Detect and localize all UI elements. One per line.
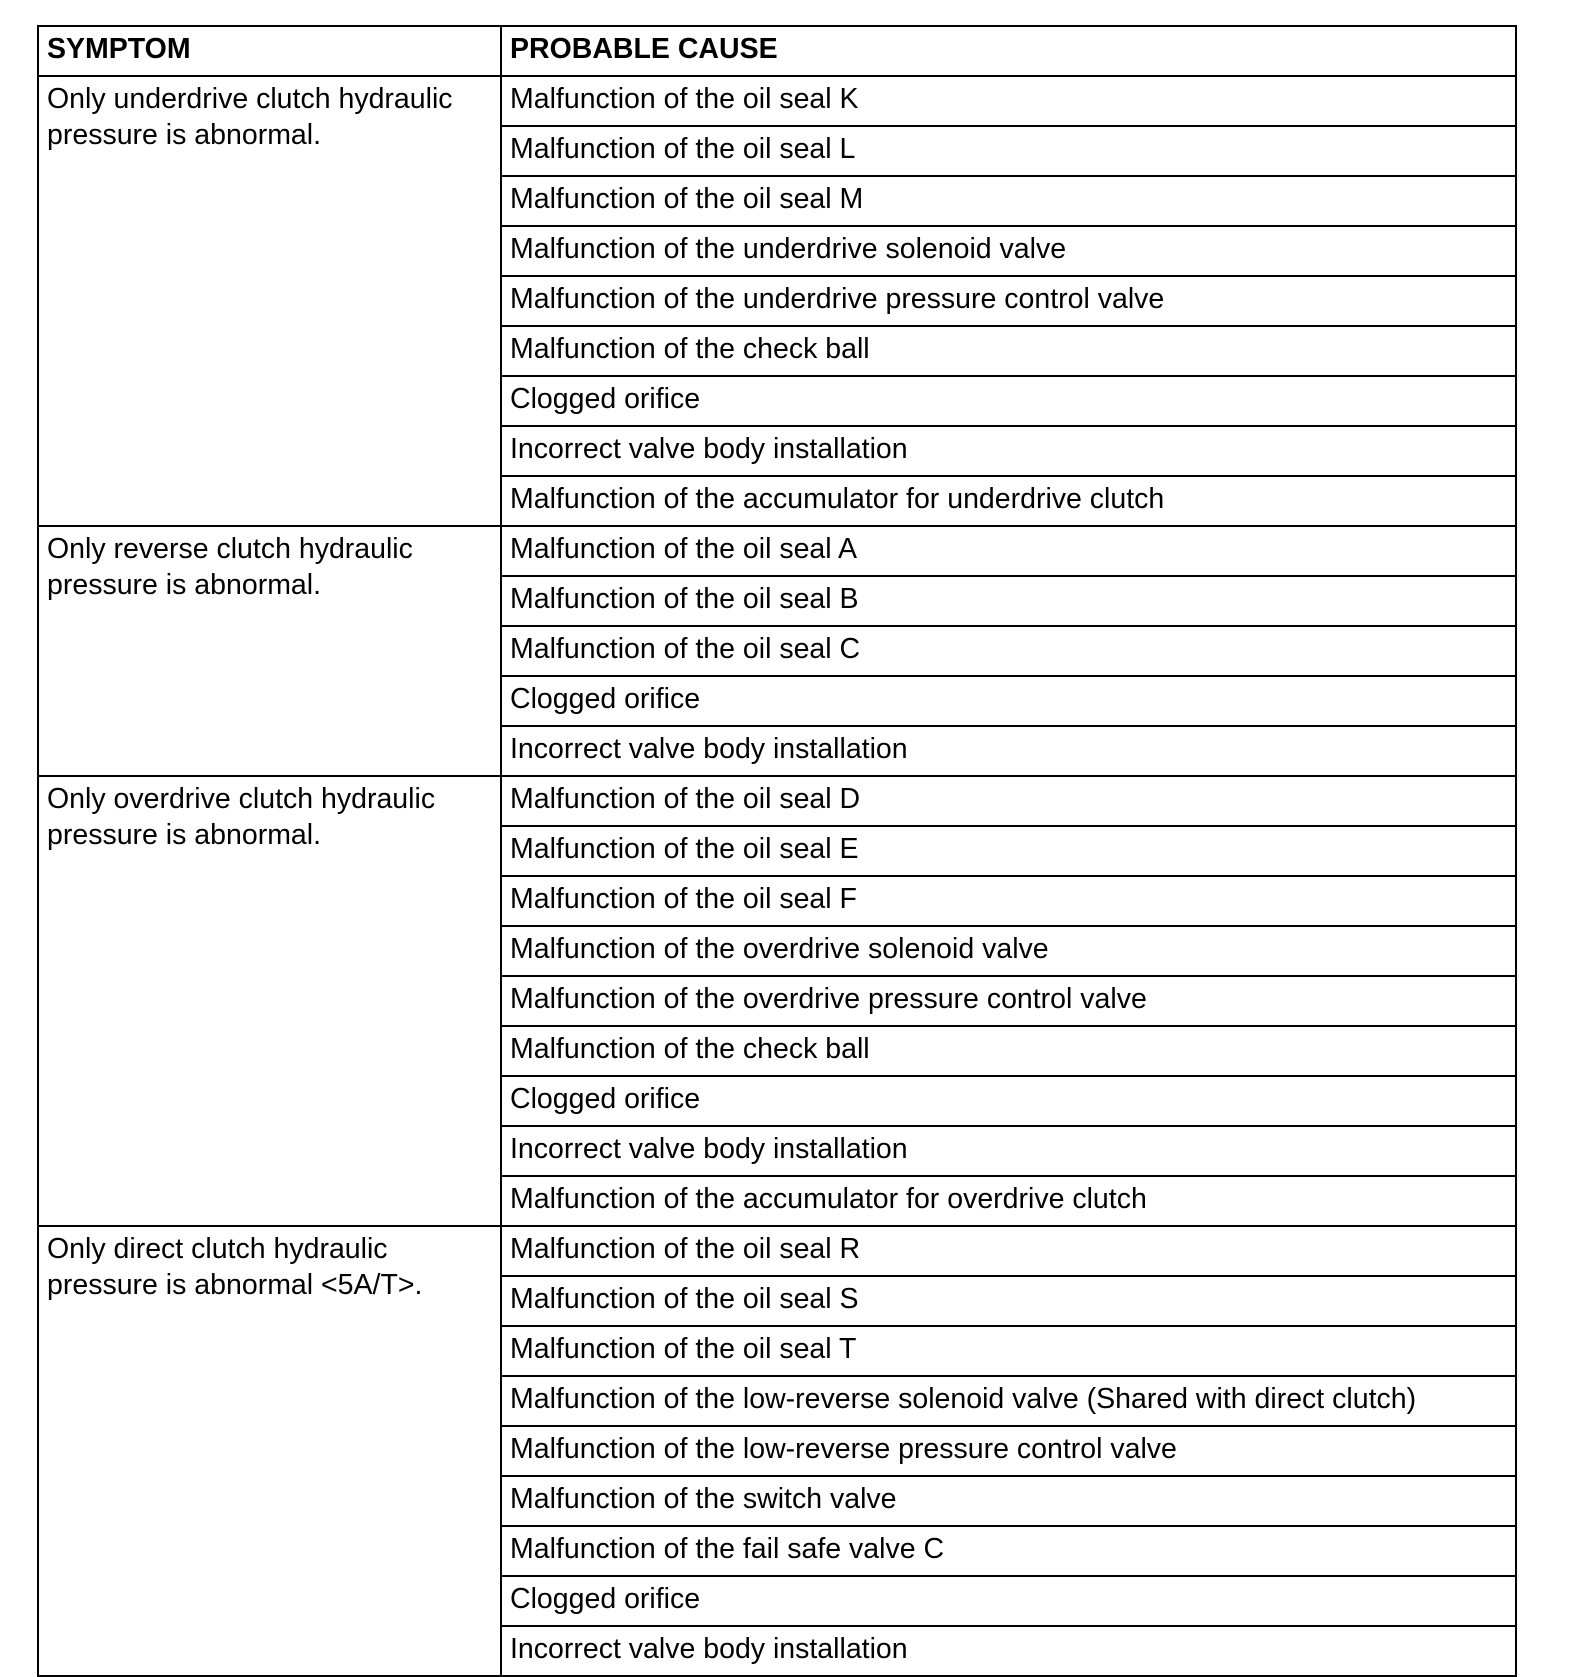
probable-cause-cell: Incorrect valve body installation	[501, 1126, 1516, 1176]
probable-cause-cell: Malfunction of the fail safe valve C	[501, 1526, 1516, 1576]
probable-cause-cell: Malfunction of the oil seal S	[501, 1276, 1516, 1326]
probable-cause-cell: Malfunction of the oil seal B	[501, 576, 1516, 626]
probable-cause-cell: Malfunction of the oil seal A	[501, 526, 1516, 576]
probable-cause-cell: Malfunction of the check ball	[501, 1026, 1516, 1076]
probable-cause-cell: Malfunction of the oil seal R	[501, 1226, 1516, 1276]
probable-cause-cell: Malfunction of the underdrive pressure control valve	[501, 276, 1516, 326]
probable-cause-cell: Malfunction of the accumulator for underdrive clutch	[501, 476, 1516, 526]
probable-cause-cell: Malfunction of the overdrive pressure control valve	[501, 976, 1516, 1026]
probable-cause-cell: Malfunction of the underdrive solenoid valve	[501, 226, 1516, 276]
table-row	[38, 526, 1516, 576]
table-body	[38, 76, 1516, 1676]
symptom-cause-table	[37, 25, 1517, 1677]
probable-cause-cell: Malfunction of the switch valve	[501, 1476, 1516, 1526]
probable-cause-cell: Malfunction of the oil seal M	[501, 176, 1516, 226]
table-row	[38, 76, 1516, 126]
probable-cause-cell: Clogged orifice	[501, 376, 1516, 426]
header-row	[38, 26, 1516, 76]
symptom-cell: Only overdrive clutch hydraulic pressure is abnormal.	[38, 776, 501, 1226]
table-row	[38, 776, 1516, 826]
probable-cause-cell: Incorrect valve body installation	[501, 726, 1516, 776]
probable-cause-cell: Malfunction of the oil seal E	[501, 826, 1516, 876]
probable-cause-cell: Clogged orifice	[501, 1076, 1516, 1126]
probable-cause-cell: Clogged orifice	[501, 1576, 1516, 1626]
probable-cause-cell: Malfunction of the accumulator for overdrive clutch	[501, 1176, 1516, 1226]
header-symptom: SYMPTOM	[38, 26, 501, 76]
probable-cause-cell: Malfunction of the oil seal L	[501, 126, 1516, 176]
probable-cause-cell: Malfunction of the overdrive solenoid valve	[501, 926, 1516, 976]
probable-cause-cell: Malfunction of the oil seal C	[501, 626, 1516, 676]
probable-cause-cell: Clogged orifice	[501, 676, 1516, 726]
symptom-cell: Only reverse clutch hydraulic pressure is abnormal.	[38, 526, 501, 776]
symptom-cell: Only direct clutch hydraulic pressure is abnormal <5A/T>.	[38, 1226, 501, 1676]
probable-cause-cell: Malfunction of the oil seal T	[501, 1326, 1516, 1376]
probable-cause-cell: Malfunction of the oil seal F	[501, 876, 1516, 926]
probable-cause-cell: Incorrect valve body installation	[501, 1626, 1516, 1676]
probable-cause-cell: Malfunction of the check ball	[501, 326, 1516, 376]
probable-cause-cell: Malfunction of the low-reverse pressure control valve	[501, 1426, 1516, 1476]
header-probable-cause: PROBABLE CAUSE	[501, 26, 1516, 76]
probable-cause-cell: Malfunction of the oil seal D	[501, 776, 1516, 826]
probable-cause-cell: Malfunction of the oil seal K	[501, 76, 1516, 126]
probable-cause-cell: Malfunction of the low-reverse solenoid valve (Shared with direct clutch)	[501, 1376, 1516, 1426]
probable-cause-cell: Incorrect valve body installation	[501, 426, 1516, 476]
symptom-cell: Only underdrive clutch hydraulic pressure is abnormal.	[38, 76, 501, 526]
table-row	[38, 1226, 1516, 1276]
